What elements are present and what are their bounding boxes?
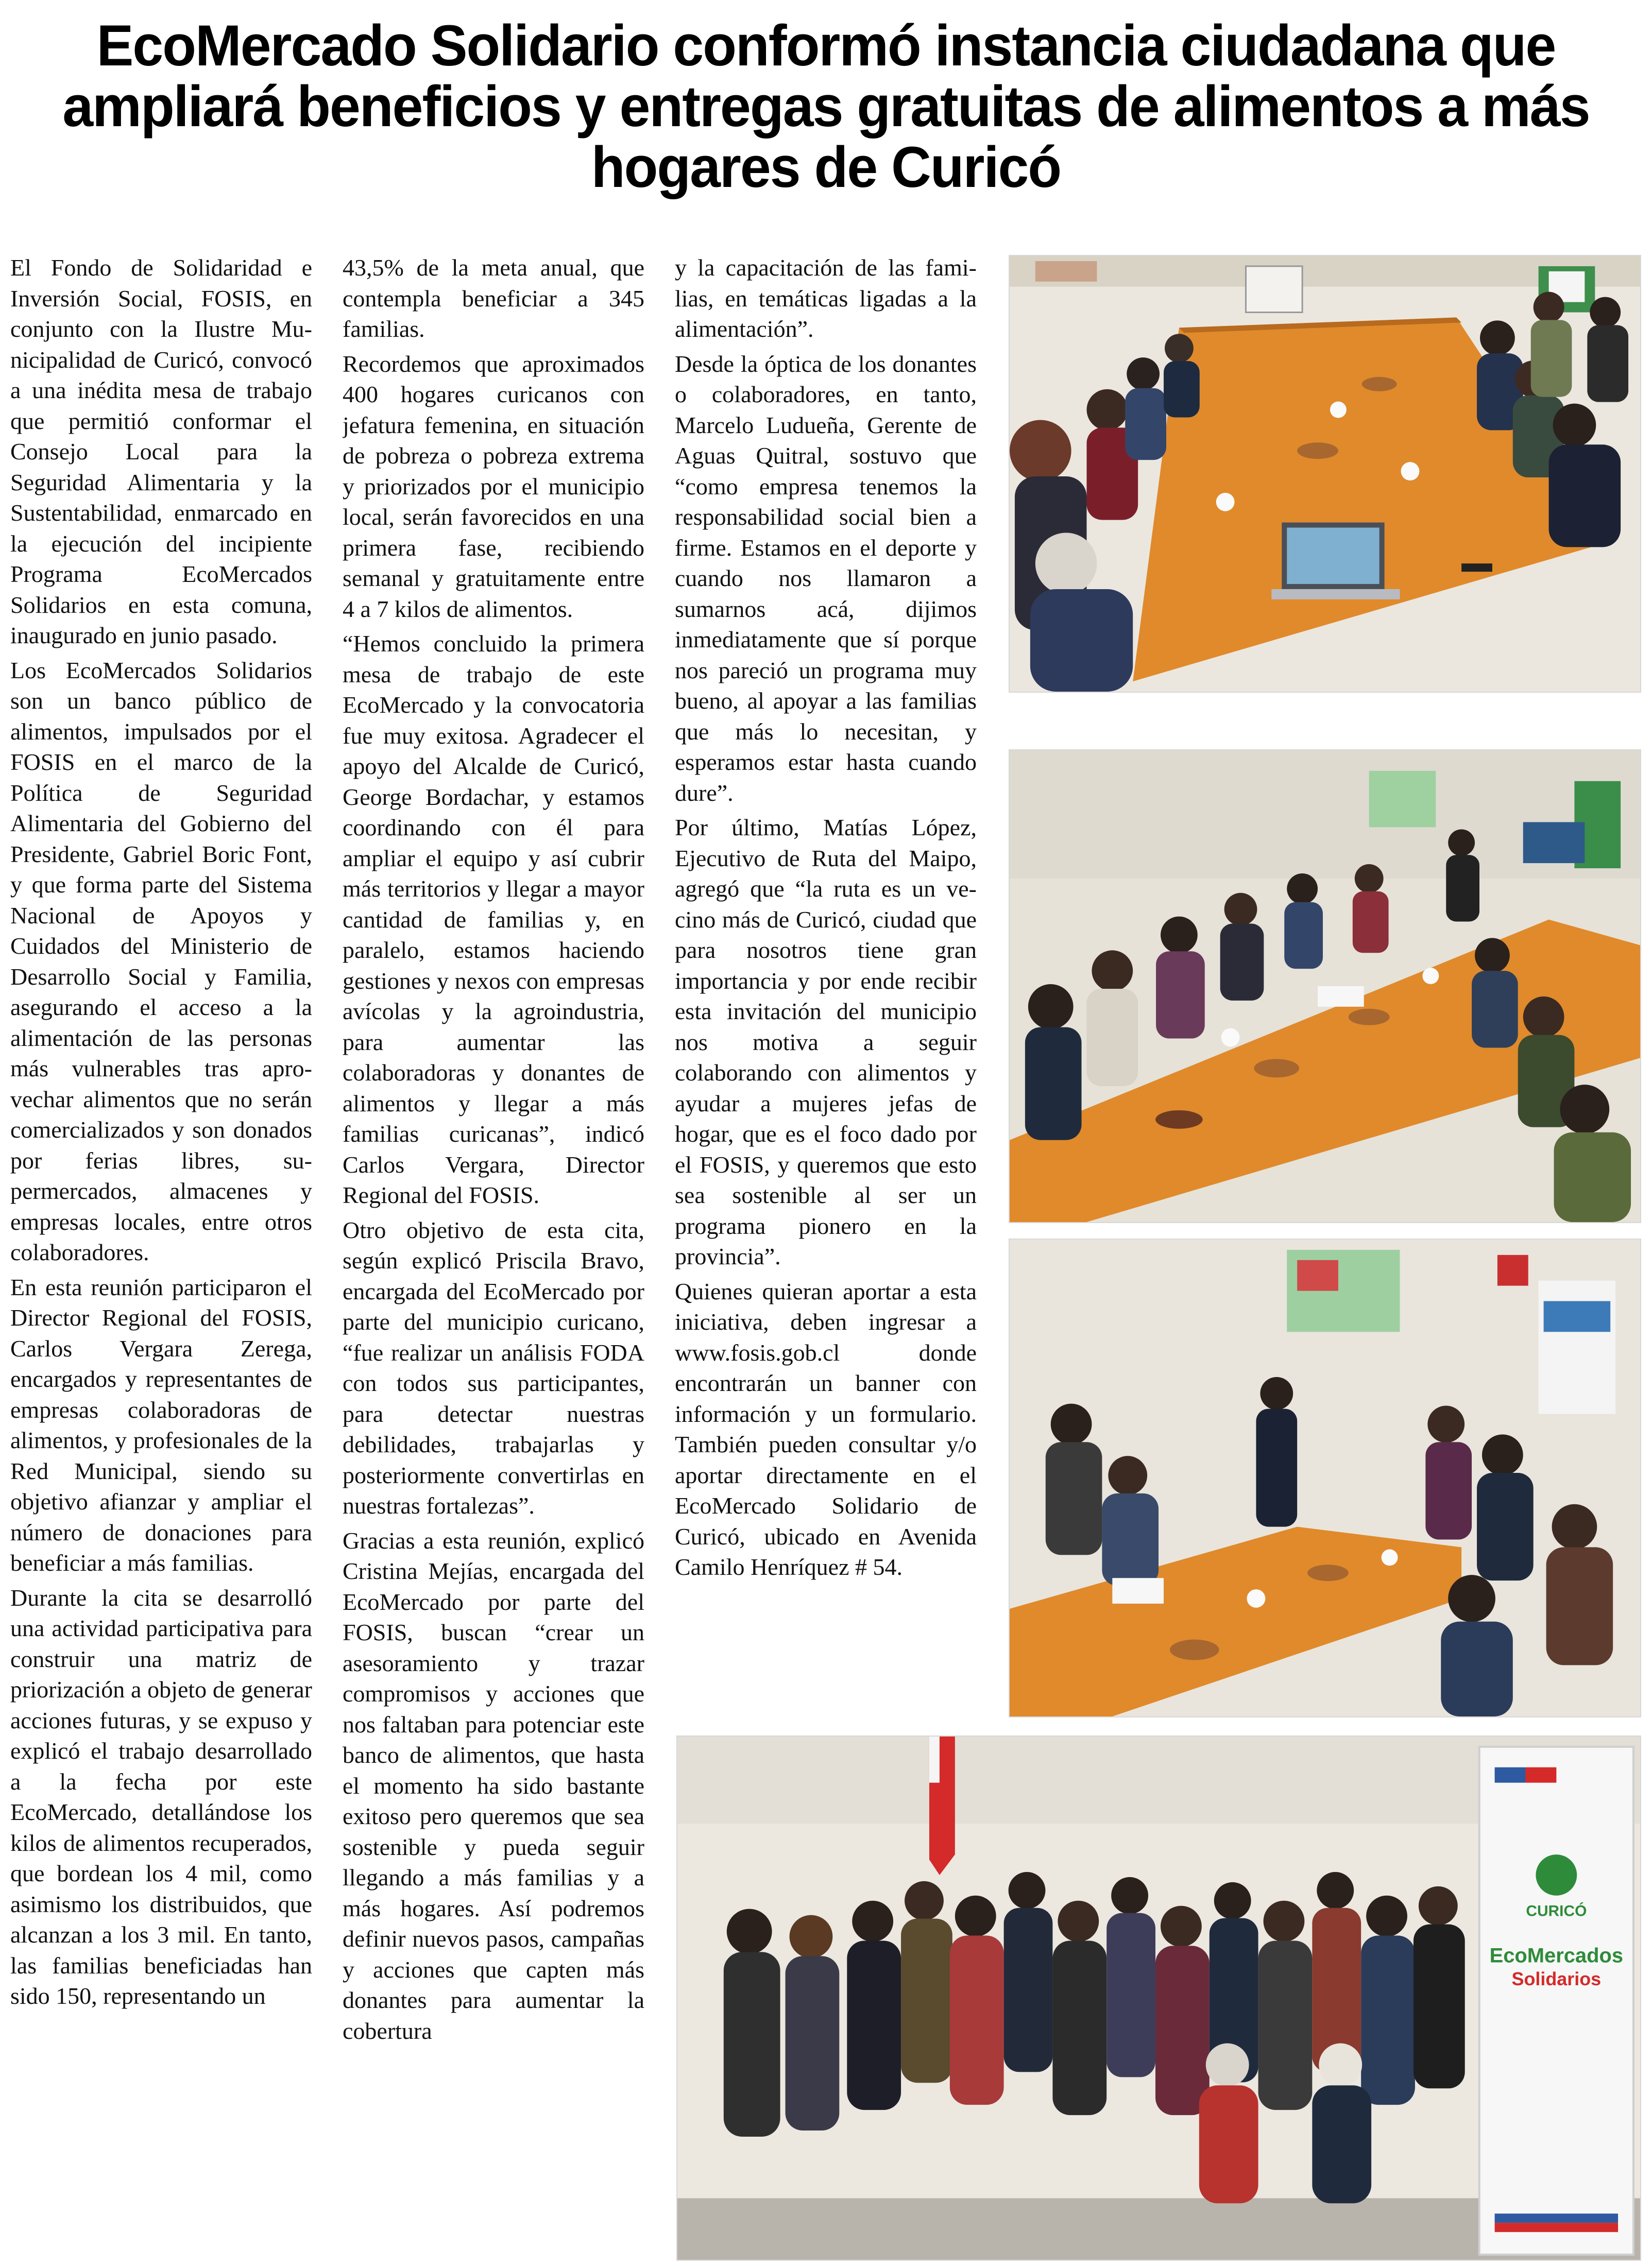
paragraph: Quienes quieran aportar a esta iniciativa, deben ingresar a www.fosis.gob.cl donde encontrarán un banner con información y un formulario. También pueden consultar y/o aportar directamente en el EcoMercado Solidario de Curicó, ubicado en Avenida Camilo Henríquez # 54. — [675, 1278, 977, 1580]
paragraph: Otro objetivo de esta cita, según explicó Priscila Bravo, encargada del EcoMercado por parte del municipio curicano, “fue realizar un análisis FODA con todos sus participantes, para detectar nuestras debilidades, trabajarlas y posteriormente convertirlas en nuestras fortalezas”. — [343, 1216, 644, 1519]
article-headline: EcoMercado Solidario conformó instancia ciudadana que ampliará beneficios y entregas gratuitas de alimentos a más hogares de Curicó — [62, 13, 1590, 199]
paragraph: Desde la óptica de los donantes o colaboradores, en tanto, Marcelo Ludueña, Gerente de Aguas Quitral, sostuvo que “como empresa tenemos la responsabilidad social bien a firme. Estamos en el deporte y cuando nos llamaron a sumarnos acá, dijimos inmediatamente que sí porque nos pareció un programa muy bueno, al apoyar a las familias que más lo necesitan, y esperamos estar hasta cuando dure”. — [675, 350, 977, 806]
paragraph: Los EcoMercados Solidarios son un banco público de alimentos, impulsados por el FOSIS en el marco de la Política de Seguridad Alimentaria del Gobierno del Presidente, Gabriel Boric Font, y que forma parte del Sistema Nacional de Apoyos y Cuidados del Ministerio de Desarrollo Social y Familia, asegurando el acceso a la alimentación de las personas más vulnerables tras aprovechar alimentos que no serán comercializados y son donados por ferias libres, supermercados, almacenes y empresas locales, entre otros colaboradores. — [10, 657, 312, 1265]
article-column-2 — [343, 252, 644, 2261]
paragraph: y la capacitación de las familias, en temáticas ligadas a la alimentación”. — [675, 254, 977, 342]
paragraph: En esta reunión participaron el Director Regional del FOSIS, Carlos Vergara Zerega, encargados y representantes de empresas colaboradoras de alimentos, y profesionales de la Red Municipal, siendo su objetivo afianzar y ampliar el número de donaciones para beneficiar a más familias. — [10, 1274, 312, 1576]
banner-city-label: CURICÓ — [1526, 1902, 1587, 1920]
paragraph: Durante la cita se desarrolló una actividad participativa para construir una matriz de priorización a objeto de generar acciones futuras, y se expuso y explicó el trabajo desarrollado a la fecha por este EcoMercado, detallándose los kilos de alimentos recuperados, que bordean los 4 mil, como asimismo los distribuidos, que alcanzan a los 3 mil. En tanto, las familias beneficiadas han sido 150, representando un — [10, 1584, 312, 2009]
paragraph: 43,5% de la meta anual, que contempla beneficiar a 345 familias. — [343, 254, 644, 342]
paragraph: El Fondo de Solidaridad e Inversión Social, FOSIS, en conjunto con la Ilustre Municipalidad de Curicó, convocó a una inédita mesa de trabajo que permitió conformar el Consejo Local para la Seguridad Alimentaria y la Sustentabilidad, enmarcado en la ejecución del incipiente Programa EcoMercados Solidarios en esta comuna, inaugurado en junio pasado. — [10, 254, 312, 648]
banner-brand-label: EcoMercados — [1489, 1944, 1624, 1967]
meeting-photo-1-image — [1010, 256, 1640, 692]
banner-brand-sub-label: Solidarios — [1511, 1969, 1602, 1990]
meeting-photo-3-image — [1010, 1240, 1640, 1716]
paragraph: Gracias a esta reunión, explicó Cristina Mejías, encargada del EcoMercado por parte del FOSIS, buscan “crear un asesoramiento y trazar compromisos y acciones que nos faltaban para potenciar este banco de alimentos, que hasta el momento ha sido bastante exitoso pero queremos que sea sostenible y pueda seguir llegando a más familias y a más hogares. Así podremos definir nuevos pasos, campañas y acciones que capten más donantes para aumentar la cobertura — [343, 1527, 644, 2044]
meeting-photo-2 — [1009, 749, 1641, 1223]
paragraph: Recordemos que aproximados 400 hogares curicanos con jefatura femenina, en situación de pobreza o pobreza extrema y priorizados por el municipio local, serán favorecidos en una primera fase, recibiendo semanal y gratuitamente entre 4 a 7 kilos de alimentos. — [343, 350, 644, 622]
paragraph: Por último, Matías López, Ejecutivo de Ruta del Maipo, agregó que “la ruta es un vecino más de Curicó, ciudad que para nosotros tiene gran importancia y por ende recibir esta invitación del municipio nos motiva a seguir colaborando con alimentos y ayudar a mujeres jefas de hogar, que es el foco dado por el FOSIS, y queremos que esto sea sostenible al ser un programa pionero en la provincia”. — [675, 814, 977, 1269]
meeting-photo-2-image — [1010, 750, 1640, 1222]
paragraph: “Hemos concluido la primera mesa de trabajo de este EcoMercado y la convocatoria fue muy exitosa. Agradecer el apoyo del Alcalde de Curicó, George Bordachar, y estamos coordinando con él para ampliar el equipo y así cubrir más territorios y llegar a mayor cantidad de familias y, en paralelo, estamos haciendo gestiones y nexos con empresas avícolas y la agroindustria, para aumentar las colaboradoras y donantes de alimentos y llegar a más familias curicanas”, indicó Carlos Vergara, Director Regional del FOSIS. — [343, 630, 644, 1208]
group-photo — [676, 1736, 1641, 2261]
meeting-photo-1 — [1009, 255, 1641, 693]
meeting-photo-3 — [1009, 1239, 1641, 1717]
group-photo-image — [677, 1737, 1640, 2260]
article-column-1 — [10, 252, 312, 2261]
